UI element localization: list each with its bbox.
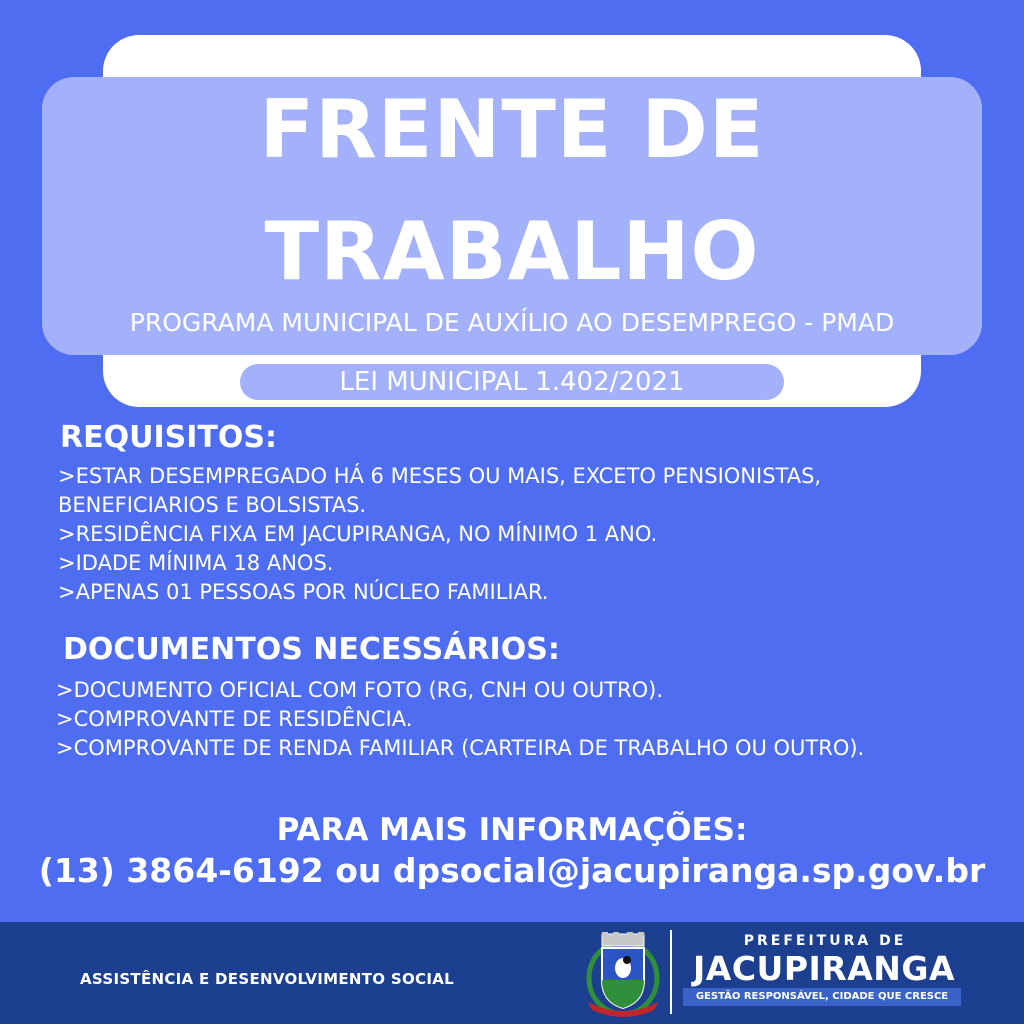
- list-item: >IDADE MÍNIMA 18 ANOS.: [58, 551, 334, 575]
- page-title-line1: FRENTE DE: [259, 83, 765, 176]
- list-item: >ESTAR DESEMPREGADO HÁ 6 MESES OU MAIS, EXCETO PENSIONISTAS, BENEFICIARIOS E BOLSISTAS.: [58, 464, 822, 517]
- requirements-list: [58, 462, 978, 607]
- documents-heading: DOCUMENTOS NECESSÁRIOS:: [63, 632, 560, 667]
- footer-bar: [0, 922, 1024, 1024]
- brand-slogan: GESTÃO RESPONSÁVEL, CIDADE QUE CRESCE: [683, 988, 961, 1006]
- requirements-heading: REQUISITOS:: [60, 420, 277, 455]
- list-item: >RESIDÊNCIA FIXA EM JACUPIRANGA, NO MÍNIMO 1 ANO.: [58, 522, 658, 546]
- list-item: >COMPROVANTE DE RENDA FAMILIAR (CARTEIRA DE TRABALHO OU OUTRO).: [56, 736, 865, 760]
- department-name: ASSISTÊNCIA E DESENVOLVIMENTO SOCIAL: [80, 970, 454, 988]
- program-subtitle: PROGRAMA MUNICIPAL DE AUXÍLIO AO DESEMPREGO - PMAD: [129, 308, 895, 337]
- list-item: >COMPROVANTE DE RESIDÊNCIA.: [56, 707, 413, 731]
- list-item: >APENAS 01 PESSOAS POR NÚCLEO FAMILIAR.: [58, 580, 549, 604]
- brand-divider: [670, 930, 672, 1014]
- documents-list: [56, 676, 996, 763]
- brand-prefix: PREFEITURA DE: [743, 933, 907, 949]
- page-title-line2: TRABALHO: [264, 205, 760, 298]
- municipal-crest-icon: [580, 928, 666, 1018]
- contact-line: (13) 3864-6192 ou dpsocial@jacupiranga.sp.gov.br: [38, 851, 986, 890]
- brand-name: JACUPIRANGA: [693, 949, 955, 988]
- list-item: >DOCUMENTO OFICIAL COM FOTO (RG, CNH OU OUTRO).: [56, 678, 664, 702]
- more-info-heading: PARA MAIS INFORMAÇÕES:: [276, 812, 748, 848]
- law-badge: LEI MUNICIPAL 1.402/2021: [240, 364, 784, 400]
